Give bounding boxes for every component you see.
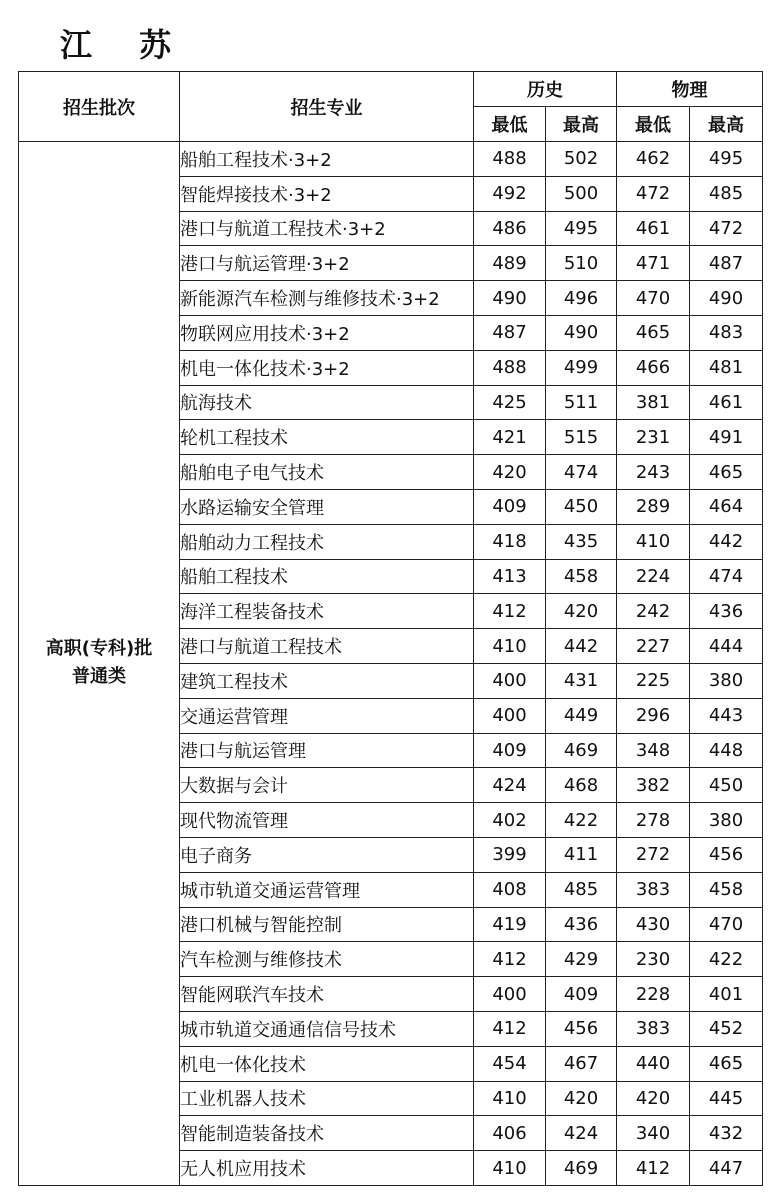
major-cell: 现代物流管理 — [180, 803, 474, 838]
physics-max-cell: 470 — [690, 907, 763, 942]
history-min-cell: 418 — [474, 524, 546, 559]
physics-min-cell: 348 — [617, 733, 690, 768]
physics-max-cell: 474 — [690, 559, 763, 594]
major-cell: 机电一体化技术 — [180, 1046, 474, 1081]
physics-max-cell: 465 — [690, 455, 763, 490]
physics-max-cell: 491 — [690, 420, 763, 455]
header-physics-max: 最高 — [690, 107, 763, 142]
page-title: 江 苏 — [60, 26, 190, 64]
major-cell: 船舶电子电气技术 — [180, 455, 474, 490]
major-cell: 港口与航运管理 — [180, 733, 474, 768]
history-max-cell: 450 — [546, 489, 617, 524]
major-cell: 智能制造装备技术 — [180, 1116, 474, 1151]
physics-min-cell: 230 — [617, 942, 690, 977]
physics-max-cell: 481 — [690, 350, 763, 385]
history-min-cell: 490 — [474, 281, 546, 316]
history-max-cell: 469 — [546, 733, 617, 768]
history-max-cell: 496 — [546, 281, 617, 316]
major-cell: 港口与航道工程技术 — [180, 629, 474, 664]
history-max-cell: 490 — [546, 315, 617, 350]
physics-min-cell: 278 — [617, 803, 690, 838]
history-min-cell: 399 — [474, 837, 546, 872]
physics-min-cell: 242 — [617, 594, 690, 629]
physics-min-cell: 430 — [617, 907, 690, 942]
major-cell: 船舶动力工程技术 — [180, 524, 474, 559]
history-min-cell: 421 — [474, 420, 546, 455]
history-min-cell: 419 — [474, 907, 546, 942]
physics-min-cell: 461 — [617, 211, 690, 246]
physics-max-cell: 464 — [690, 489, 763, 524]
header-physics-min: 最低 — [617, 107, 690, 142]
history-max-cell: 495 — [546, 211, 617, 246]
major-cell: 工业机器人技术 — [180, 1081, 474, 1116]
history-max-cell: 468 — [546, 768, 617, 803]
physics-min-cell: 296 — [617, 698, 690, 733]
history-min-cell: 400 — [474, 698, 546, 733]
history-max-cell: 442 — [546, 629, 617, 664]
history-max-cell: 485 — [546, 872, 617, 907]
history-min-cell: 486 — [474, 211, 546, 246]
header-physics: 物理 — [617, 72, 763, 107]
history-max-cell: 515 — [546, 420, 617, 455]
physics-max-cell: 445 — [690, 1081, 763, 1116]
major-cell: 港口与航道工程技术·3+2 — [180, 211, 474, 246]
major-cell: 水路运输安全管理 — [180, 489, 474, 524]
physics-max-cell: 452 — [690, 1011, 763, 1046]
history-min-cell: 488 — [474, 142, 546, 177]
history-min-cell: 412 — [474, 942, 546, 977]
history-min-cell: 413 — [474, 559, 546, 594]
physics-min-cell: 471 — [617, 246, 690, 281]
physics-max-cell: 465 — [690, 1046, 763, 1081]
history-min-cell: 406 — [474, 1116, 546, 1151]
physics-max-cell: 461 — [690, 385, 763, 420]
batch-cell — [19, 142, 180, 1186]
history-max-cell: 420 — [546, 594, 617, 629]
major-cell: 城市轨道交通运营管理 — [180, 872, 474, 907]
major-cell: 港口与航运管理·3+2 — [180, 246, 474, 281]
history-max-cell: 458 — [546, 559, 617, 594]
major-cell: 建筑工程技术 — [180, 663, 474, 698]
history-min-cell: 424 — [474, 768, 546, 803]
history-max-cell: 422 — [546, 803, 617, 838]
history-min-cell: 489 — [474, 246, 546, 281]
history-min-cell: 488 — [474, 350, 546, 385]
physics-max-cell: 456 — [690, 837, 763, 872]
physics-min-cell: 340 — [617, 1116, 690, 1151]
physics-max-cell: 490 — [690, 281, 763, 316]
physics-max-cell: 472 — [690, 211, 763, 246]
history-min-cell: 412 — [474, 594, 546, 629]
header-history-max: 最高 — [546, 107, 617, 142]
history-max-cell: 409 — [546, 977, 617, 1012]
table-body — [19, 142, 763, 1186]
header-major: 招生专业 — [180, 72, 474, 142]
physics-min-cell: 465 — [617, 315, 690, 350]
physics-min-cell: 228 — [617, 977, 690, 1012]
physics-max-cell: 422 — [690, 942, 763, 977]
history-min-cell: 409 — [474, 489, 546, 524]
history-max-cell: 456 — [546, 1011, 617, 1046]
physics-max-cell: 448 — [690, 733, 763, 768]
history-min-cell: 410 — [474, 1151, 546, 1186]
physics-max-cell: 485 — [690, 176, 763, 211]
history-min-cell: 487 — [474, 315, 546, 350]
admission-score-table — [18, 71, 763, 1186]
physics-min-cell: 420 — [617, 1081, 690, 1116]
major-cell: 机电一体化技术·3+2 — [180, 350, 474, 385]
physics-max-cell: 487 — [690, 246, 763, 281]
physics-min-cell: 383 — [617, 872, 690, 907]
physics-max-cell: 495 — [690, 142, 763, 177]
history-max-cell: 431 — [546, 663, 617, 698]
history-max-cell: 411 — [546, 837, 617, 872]
history-max-cell: 474 — [546, 455, 617, 490]
history-min-cell: 410 — [474, 629, 546, 664]
history-max-cell: 502 — [546, 142, 617, 177]
major-cell: 海洋工程装备技术 — [180, 594, 474, 629]
history-max-cell: 420 — [546, 1081, 617, 1116]
history-min-cell: 412 — [474, 1011, 546, 1046]
header-row-1 — [19, 72, 763, 107]
physics-max-cell: 401 — [690, 977, 763, 1012]
history-min-cell: 400 — [474, 663, 546, 698]
major-cell: 港口机械与智能控制 — [180, 907, 474, 942]
physics-min-cell: 472 — [617, 176, 690, 211]
table-row — [19, 142, 763, 177]
history-max-cell: 467 — [546, 1046, 617, 1081]
physics-min-cell: 243 — [617, 455, 690, 490]
history-min-cell: 420 — [474, 455, 546, 490]
physics-max-cell: 380 — [690, 803, 763, 838]
major-cell: 城市轨道交通通信信号技术 — [180, 1011, 474, 1046]
physics-max-cell: 444 — [690, 629, 763, 664]
major-cell: 轮机工程技术 — [180, 420, 474, 455]
physics-min-cell: 225 — [617, 663, 690, 698]
physics-min-cell: 412 — [617, 1151, 690, 1186]
physics-max-cell: 380 — [690, 663, 763, 698]
physics-max-cell: 442 — [690, 524, 763, 559]
physics-min-cell: 462 — [617, 142, 690, 177]
history-max-cell: 511 — [546, 385, 617, 420]
physics-max-cell: 432 — [690, 1116, 763, 1151]
major-cell: 船舶工程技术 — [180, 559, 474, 594]
major-cell: 无人机应用技术 — [180, 1151, 474, 1186]
batch-name-line2: 普通类 — [72, 666, 126, 688]
history-max-cell: 469 — [546, 1151, 617, 1186]
history-min-cell: 408 — [474, 872, 546, 907]
physics-max-cell: 450 — [690, 768, 763, 803]
major-cell: 船舶工程技术·3+2 — [180, 142, 474, 177]
history-max-cell: 436 — [546, 907, 617, 942]
major-cell: 交通运营管理 — [180, 698, 474, 733]
history-min-cell: 492 — [474, 176, 546, 211]
major-cell: 航海技术 — [180, 385, 474, 420]
header-batch: 招生批次 — [19, 72, 180, 142]
history-max-cell: 424 — [546, 1116, 617, 1151]
header-history-min: 最低 — [474, 107, 546, 142]
physics-max-cell: 458 — [690, 872, 763, 907]
physics-max-cell: 483 — [690, 315, 763, 350]
physics-max-cell: 436 — [690, 594, 763, 629]
physics-max-cell: 443 — [690, 698, 763, 733]
physics-min-cell: 224 — [617, 559, 690, 594]
major-cell: 物联网应用技术·3+2 — [180, 315, 474, 350]
batch-name-line1: 高职(专科)批 — [45, 638, 153, 660]
major-cell: 大数据与会计 — [180, 768, 474, 803]
major-cell: 电子商务 — [180, 837, 474, 872]
history-max-cell: 429 — [546, 942, 617, 977]
physics-min-cell: 382 — [617, 768, 690, 803]
major-cell: 智能焊接技术·3+2 — [180, 176, 474, 211]
physics-min-cell: 289 — [617, 489, 690, 524]
history-min-cell: 400 — [474, 977, 546, 1012]
physics-min-cell: 381 — [617, 385, 690, 420]
header-history: 历史 — [474, 72, 617, 107]
physics-min-cell: 383 — [617, 1011, 690, 1046]
history-min-cell: 402 — [474, 803, 546, 838]
history-max-cell: 499 — [546, 350, 617, 385]
physics-min-cell: 227 — [617, 629, 690, 664]
history-min-cell: 409 — [474, 733, 546, 768]
physics-min-cell: 470 — [617, 281, 690, 316]
physics-max-cell: 447 — [690, 1151, 763, 1186]
physics-min-cell: 466 — [617, 350, 690, 385]
physics-min-cell: 231 — [617, 420, 690, 455]
physics-min-cell: 440 — [617, 1046, 690, 1081]
physics-min-cell: 410 — [617, 524, 690, 559]
major-cell: 智能网联汽车技术 — [180, 977, 474, 1012]
history-max-cell: 500 — [546, 176, 617, 211]
physics-min-cell: 272 — [617, 837, 690, 872]
major-cell: 汽车检测与维修技术 — [180, 942, 474, 977]
history-max-cell: 435 — [546, 524, 617, 559]
history-min-cell: 410 — [474, 1081, 546, 1116]
history-max-cell: 449 — [546, 698, 617, 733]
history-max-cell: 510 — [546, 246, 617, 281]
history-min-cell: 454 — [474, 1046, 546, 1081]
major-cell: 新能源汽车检测与维修技术·3+2 — [180, 281, 474, 316]
history-min-cell: 425 — [474, 385, 546, 420]
